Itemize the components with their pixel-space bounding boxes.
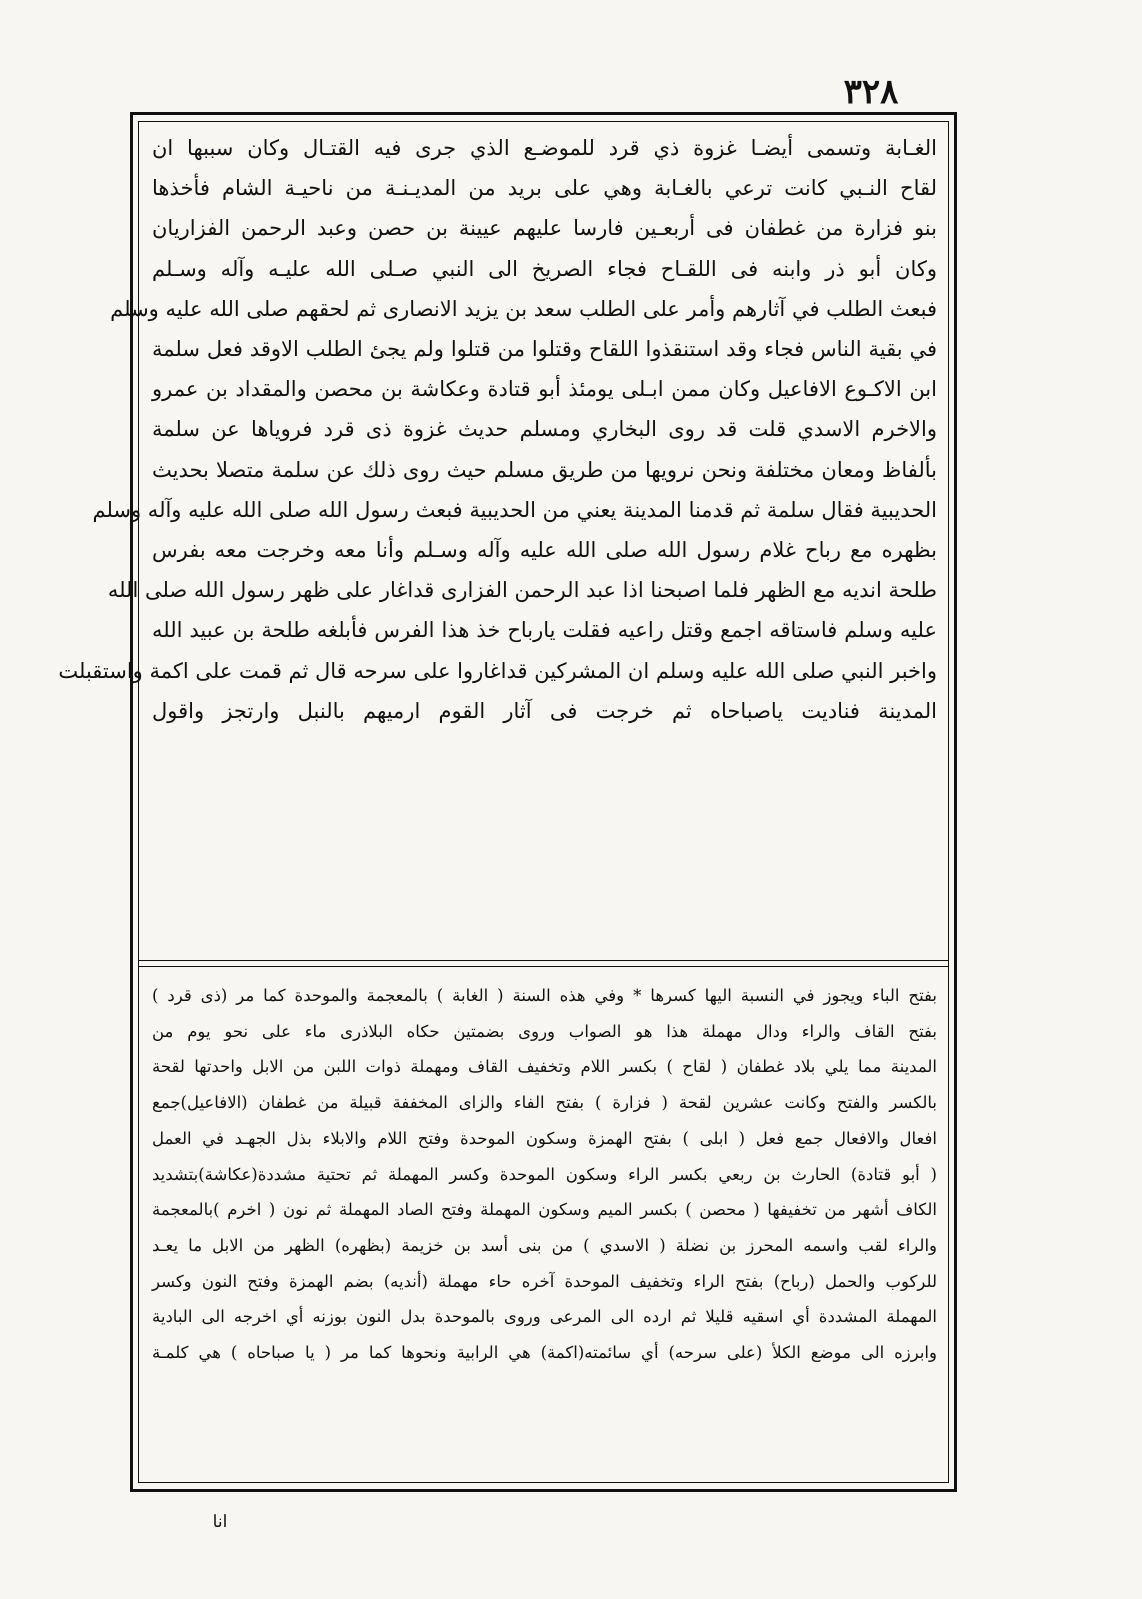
main-line: المدينة فناديت ياصباحاه ثم خرجت فى آثار القوم ارميهم بالنبل وارتجز واقول — [152, 698, 937, 723]
main-line: بنو فزارة من غطفان فى أربعـين فارسا عليهم عيينة بن حصن وعبد الرحمن الفزاريان — [152, 216, 937, 241]
main-line: بظهره مع رباح غلام رسول الله صلى الله عليه وآله وسـلم وأنا معه وخرجت معه بفرس — [152, 538, 937, 563]
main-line: طلحة انديه مع الظهر فلما اصبحنا اذا عبد الرحمن الفزارى قداغار على ظهر رسول الله صلى الله — [107, 578, 937, 603]
note-line: المهملة المشددة أي اسقيه قليلا ثم ارده الى المرعى وروى بالموحدة بدل النون بوزنه أي اخرجه الى البادية — [152, 1307, 937, 1327]
main-line: الغـابة وتسمى أيضـا غزوة ذي قرد للموضـع الذي جرى فيه القتـال وكان سببها ان — [152, 136, 937, 160]
notes-divider-bottom — [138, 966, 949, 967]
footnotes — [152, 978, 937, 1371]
main-line: عليه وسلم فاستاقه اجمع وقتل راعيه فقلت يارباح خذ هذا الفرس فأبلغه طلحة بن عبيد الله — [152, 618, 937, 643]
note-line: الكاف أشهر من تخفيفها ( محصن ) بكسر الميم وسكون المهملة وفتح الصاد المهملة ثم نون ( اخرم )بالمعجمة — [152, 1200, 937, 1220]
note-line: بالكسر والفتح وكانت عشرين لقحة ( فزارة ) بفتح الفاء والزاى المخففة قبيلة من غطفان (الافاعيل)جمع — [152, 1093, 937, 1113]
main-line: فبعث الطلب في آثارهم وأمر على الطلب سعد بن يزيد الانصارى ثم لحقهم صلى الله عليه وسلم — [110, 296, 937, 321]
catchword: انا — [212, 1512, 228, 1532]
main-text — [58, 128, 937, 731]
note-line: افعال والافعال جمع فعل ( ابلى ) بفتح الهمزة وسكون الموحدة وفتح اللام والابلاء بذل الجهـد في العمل — [152, 1128, 937, 1148]
note-line: بفتح القاف والراء ودال مهملة هذا هو الصواب وروى بضمتين حكاه البلاذرى ماء على نحو يوم من — [152, 1021, 937, 1041]
main-line: وكان أبو ذر وابنه فى اللقـاح فجاء الصريخ الى النبي صـلى الله عليـه وآله وسـلم — [152, 256, 937, 281]
note-line: وابرزه الى موضع الكلأ (على سرحه) أي سائمته(اكمة) هي الرابية ونحوها كما مر ( يا صباحاه ) هي كلمـة — [152, 1343, 937, 1363]
note-line: ( أبو قتادة) الحارث بن ربعي بكسر الراء وسكون الموحدة وكسر المهملة ثم تحتية مشددة(عكاشة)بتشديد — [152, 1164, 937, 1184]
main-line: الحديبية فقال سلمة ثم قدمنا المدينة يعني من الحديبية فبعث رسول الله صلى الله عليه وآله وسلم — [92, 497, 937, 522]
main-line: بألفاظ ومعان مختلفة ونحن نرويها من طريق مسلم حيث روى ذلك عن سلمة متصلا بحديث — [152, 457, 937, 482]
notes-divider-top — [138, 960, 949, 961]
note-line: والراء لقب واسمه المحرز بن نضلة ( الاسدي ) من بنى أسد بن خزيمة (بظهره) الظهر من الابل ما يعـد — [152, 1235, 937, 1255]
main-line: في بقية الناس فجاء وقد استنقذوا اللقاح وقتلوا من قتلوا ولم يجئ الطلب الاوقد فعل سلمة — [152, 337, 937, 362]
note-line: بفتح الباء ويجوز في النسبة اليها كسرها * وفي هذه السنة ( الغابة ) بالمعجمة والموحدة كما مر (ذى قرد ) — [152, 986, 937, 1005]
page-number: ٣٢٨ — [843, 72, 899, 112]
note-line: للركوب والحمل (رباح) بفتح الراء وتخفيف الموحدة آخره حاء مهملة (أنديه) بضم الهمزة وفتح النون وكسر — [152, 1271, 937, 1291]
main-line: والاخرم الاسدي قلت قد روى البخاري ومسلم حديث غزوة ذى قرد فروياها عن سلمة — [152, 417, 937, 442]
main-line: ابن الاكـوع الافاعيل وكان ممن ابـلى يومئذ أبو قتادة وعكاشة بن محصن والمقداد بن عمرو — [152, 377, 937, 402]
note-line: المدينة مما يلي بلاد غطفان ( لقاح ) بكسر اللام وتخفيف القاف ومهملة ذوات اللبن من الابل واحدتها لقحة — [152, 1057, 937, 1077]
main-line: لقاح النـبي كانت ترعي بالغـابة وهي على بريد من المديـنـة من ناحيـة الشام فأخذها — [152, 176, 937, 201]
main-line: واخبر النبي صلى الله عليه وسلم ان المشركين قداغاروا على سرحه قال ثم قمت على اكمة واستقبلت — [58, 658, 937, 683]
